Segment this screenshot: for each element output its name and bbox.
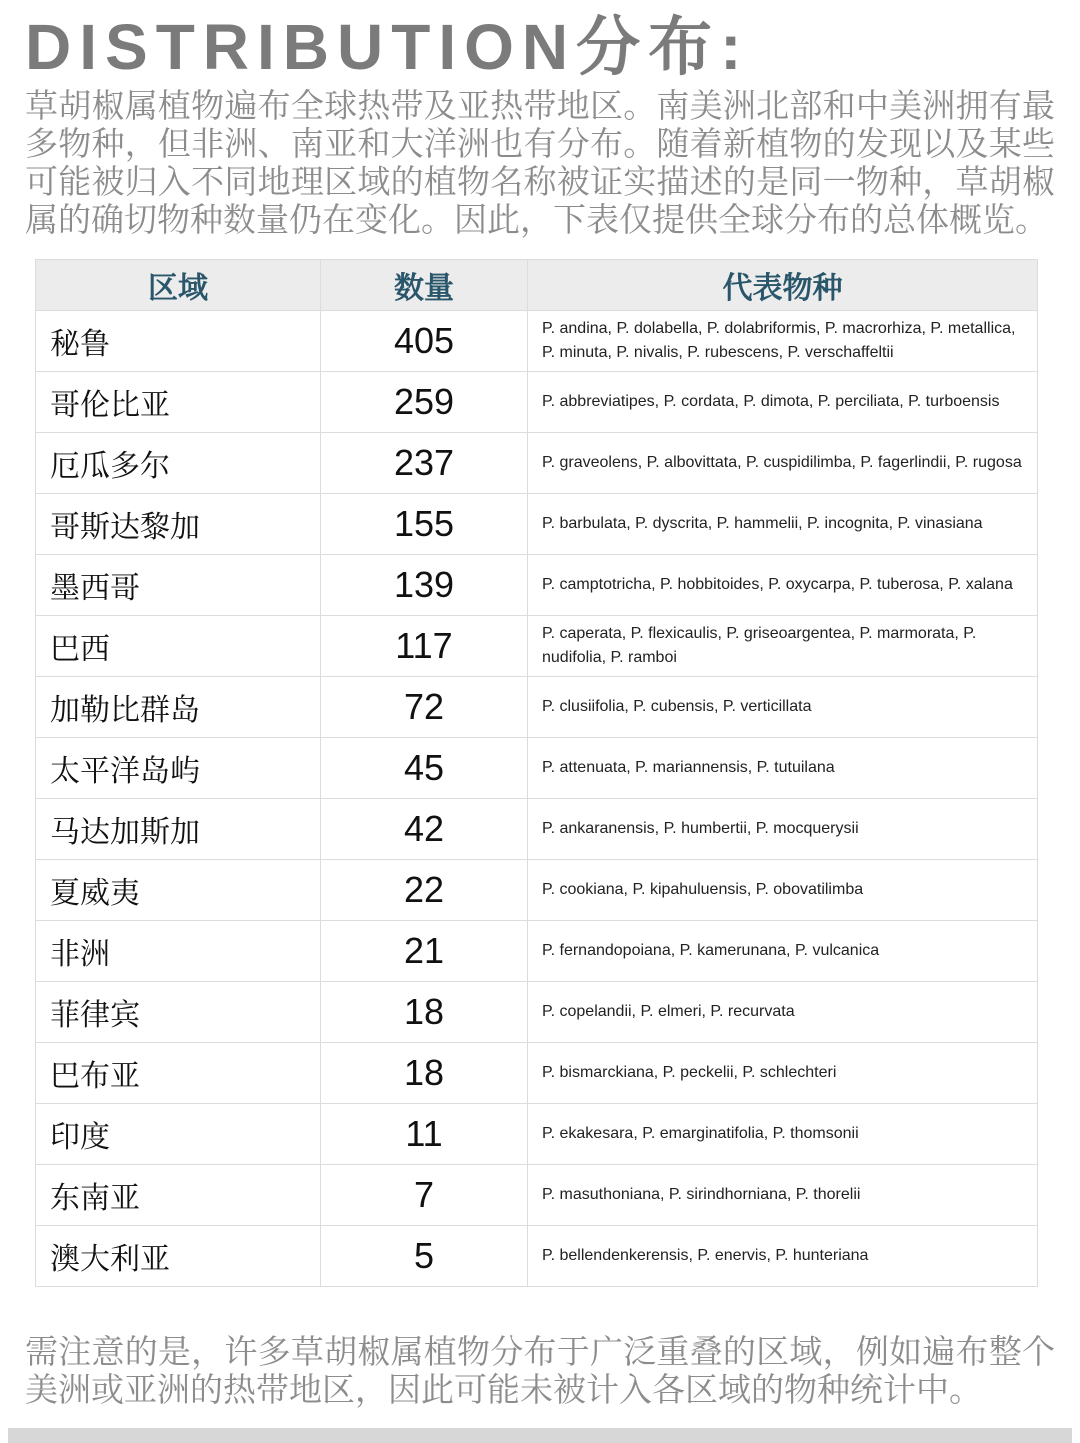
species-cell: P. fernandopoiana, P. kamerunana, P. vulcanica — [528, 921, 1038, 982]
table-row — [36, 860, 1038, 921]
count-cell: 18 — [321, 1043, 528, 1104]
table-row — [36, 1043, 1038, 1104]
table-row — [36, 311, 1038, 372]
species-cell: P. abbreviatipes, P. cordata, P. dimota, P. perciliata, P. turboensis — [528, 372, 1038, 433]
region-cell: 厄瓜多尔 — [36, 433, 321, 494]
region-cell: 秘鲁 — [36, 311, 321, 372]
region-cell: 印度 — [36, 1104, 321, 1165]
species-cell: P. bismarckiana, P. peckelii, P. schlechteri — [528, 1043, 1038, 1104]
table-row — [36, 738, 1038, 799]
table-row — [36, 1226, 1038, 1287]
region-cell: 菲律宾 — [36, 982, 321, 1043]
region-cell: 哥斯达黎加 — [36, 494, 321, 555]
count-cell: 11 — [321, 1104, 528, 1165]
table-row — [36, 555, 1038, 616]
page-title: DISTRIBUTION分布: — [25, 11, 750, 83]
species-cell: P. camptotricha, P. hobbitoides, P. oxycarpa, P. tuberosa, P. xalana — [528, 555, 1038, 616]
region-cell: 哥伦比亚 — [36, 372, 321, 433]
count-cell: 18 — [321, 982, 528, 1043]
table-body — [36, 311, 1038, 1287]
table-header-count: 数量 — [321, 260, 528, 311]
distribution-table — [35, 259, 1038, 1287]
table-row — [36, 982, 1038, 1043]
region-cell: 夏威夷 — [36, 860, 321, 921]
region-cell: 马达加斯加 — [36, 799, 321, 860]
count-cell: 259 — [321, 372, 528, 433]
species-cell: P. masuthoniana, P. sirindhorniana, P. thorelii — [528, 1165, 1038, 1226]
region-cell: 巴西 — [36, 616, 321, 677]
count-cell: 22 — [321, 860, 528, 921]
species-cell: P. graveolens, P. albovittata, P. cuspidilimba, P. fagerlindii, P. rugosa — [528, 433, 1038, 494]
table-header-row — [36, 260, 1038, 311]
count-cell: 155 — [321, 494, 528, 555]
count-cell: 7 — [321, 1165, 528, 1226]
table-header-region: 区域 — [36, 260, 321, 311]
table-row — [36, 616, 1038, 677]
species-cell: P. caperata, P. flexicaulis, P. griseoargentea, P. marmorata, P. nudifolia, P. ramboi — [528, 616, 1038, 677]
footer-note: 需注意的是，许多草胡椒属植物分布于广泛重叠的区域，例如遍布整个美洲或亚洲的热带地区，因此可能未被计入各区域的物种统计中。 — [25, 1333, 1055, 1409]
table-row — [36, 494, 1038, 555]
region-cell: 非洲 — [36, 921, 321, 982]
species-cell: P. barbulata, P. dyscrita, P. hammelii, P. incognita, P. vinasiana — [528, 494, 1038, 555]
intro-paragraph: 草胡椒属植物遍布全球热带及亚热带地区。南美洲北部和中美洲拥有最多物种，但非洲、南亚和大洋洲也有分布。随着新植物的发现以及某些可能被归入不同地理区域的植物名称被证实描述的是同一物种，草胡椒属的确切物种数量仍在变化。因此，下表仅提供全球分布的总体概览。 — [25, 87, 1055, 239]
next-section-bar — [8, 1428, 1072, 1443]
table-row — [36, 1104, 1038, 1165]
table-row — [36, 799, 1038, 860]
count-cell: 237 — [321, 433, 528, 494]
region-cell: 澳大利亚 — [36, 1226, 321, 1287]
species-cell: P. clusiifolia, P. cubensis, P. verticillata — [528, 677, 1038, 738]
species-cell: P. andina, P. dolabella, P. dolabriformis, P. macrorhiza, P. metallica, P. minuta, P. nivalis, P. rubescens, P. verschaffeltii — [528, 311, 1038, 372]
table-row — [36, 921, 1038, 982]
species-cell: P. cookiana, P. kipahuluensis, P. obovatilimba — [528, 860, 1038, 921]
region-cell: 巴布亚 — [36, 1043, 321, 1104]
count-cell: 45 — [321, 738, 528, 799]
count-cell: 5 — [321, 1226, 528, 1287]
count-cell: 72 — [321, 677, 528, 738]
count-cell: 21 — [321, 921, 528, 982]
species-cell: P. bellendenkerensis, P. enervis, P. hunteriana — [528, 1226, 1038, 1287]
species-cell: P. ekakesara, P. emarginatifolia, P. thomsonii — [528, 1104, 1038, 1165]
table-row — [36, 433, 1038, 494]
region-cell: 东南亚 — [36, 1165, 321, 1226]
count-cell: 42 — [321, 799, 528, 860]
species-cell: P. copelandii, P. elmeri, P. recurvata — [528, 982, 1038, 1043]
table-row — [36, 1165, 1038, 1226]
table-row — [36, 677, 1038, 738]
table-row — [36, 372, 1038, 433]
region-cell: 墨西哥 — [36, 555, 321, 616]
species-cell: P. ankaranensis, P. humbertii, P. mocquerysii — [528, 799, 1038, 860]
region-cell: 加勒比群岛 — [36, 677, 321, 738]
count-cell: 139 — [321, 555, 528, 616]
count-cell: 117 — [321, 616, 528, 677]
table-header-species: 代表物种 — [528, 260, 1038, 311]
count-cell: 405 — [321, 311, 528, 372]
species-cell: P. attenuata, P. mariannensis, P. tutuilana — [528, 738, 1038, 799]
region-cell: 太平洋岛屿 — [36, 738, 321, 799]
